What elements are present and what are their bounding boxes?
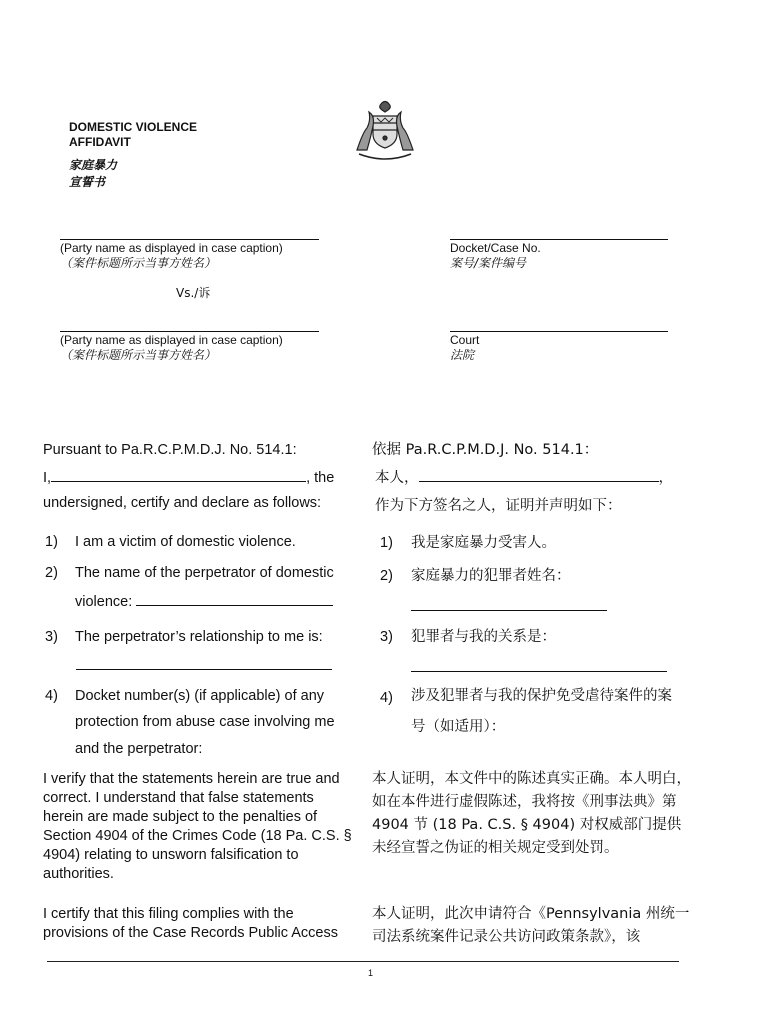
court-line[interactable] (450, 317, 668, 332)
title-english (69, 120, 197, 150)
docket-label-en: Docket/Case No. (450, 241, 541, 255)
item2-line2-en (75, 591, 333, 612)
certification-zh: 本人证明，此次申请符合《Pennsylvania 州统一司法系统案件记录公共访问政策条款》，该 (372, 906, 690, 945)
relationship-blank-en[interactable] (76, 655, 332, 670)
title-en-line1: DOMESTIC VIOLENCE (69, 120, 198, 134)
perpetrator-name-blank-zh[interactable] (411, 596, 607, 611)
item1-text-en: I am a victim of domestic violence. (75, 534, 296, 550)
item4-line2-en: protection from abuse case involving me (75, 714, 335, 730)
pursuant-en: Pursuant to Pa.R.C.P.M.D.J. No. 514.1: (43, 442, 297, 458)
court-label-zh: 法院 (450, 348, 475, 362)
party1-name-line[interactable] (60, 225, 319, 240)
declarant-name-blank-zh[interactable] (419, 467, 659, 482)
item4-line3-en: and the perpetrator: (75, 741, 203, 757)
item1-num-en: 1) (45, 534, 58, 550)
docket-label-zh: 案号/案件编号 (450, 256, 527, 270)
pursuant-zh: 依据 Pa.R.C.P.M.D.J. No. 514.1： (372, 442, 599, 458)
item3-num-en: 3) (45, 629, 58, 645)
title-zh-line1: 家庭暴力 (69, 158, 118, 172)
title-en-line2: AFFIDAVIT (69, 135, 131, 149)
declarant-prefix-en: I, (43, 470, 52, 486)
item3-num-zh: 3) (380, 629, 393, 645)
item2-num-zh: 2) (380, 568, 393, 584)
party1-label-zh: （案件标题所示当事方姓名） (60, 256, 217, 270)
verification-en: I verify that the statements herein are true and correct. I understand that false statements herein are made subject to the penalties of Section 4904 of the Crimes Code (18 Pa. C.S. § 4904) relating to unsworn falsification to authorities. (43, 771, 352, 882)
item4-num-zh: 4) (380, 690, 393, 706)
versus-label: Vs./诉 (176, 286, 211, 300)
item3-text-zh: 犯罪者与我的关系是： (411, 629, 556, 645)
declarant-prefix-zh: 本人， (375, 470, 419, 486)
title-chinese (69, 157, 117, 191)
relationship-blank-zh[interactable] (411, 657, 667, 672)
item2-num-en: 2) (45, 565, 58, 581)
court-label-en: Court (450, 333, 480, 347)
item3-text-en: The perpetrator’s relationship to me is: (75, 629, 323, 645)
declarant-suffix-zh: ， (658, 470, 673, 486)
undersigned-en: undersigned, certify and declare as follows: (43, 495, 322, 511)
item2-violence-label-en: violence: (75, 594, 133, 610)
party2-label-zh: （案件标题所示当事方姓名） (60, 348, 217, 362)
verification-zh: 本人证明，本文件中的陈述真实正确。本人明白，如在本件进行虚假陈述，我将按《刑事法典》第 4904 节 (18 Pa. C.S. § 4904) 对权威部门提供未经宣誓之伪证的相关规定受到处罚。 (372, 771, 691, 856)
party1-label-en: (Party name as displayed in case caption) (60, 241, 283, 255)
docket-number-line[interactable] (450, 225, 668, 240)
item1-text-zh: 我是家庭暴力受害人。 (411, 535, 556, 551)
party2-label-en: (Party name as displayed in case caption) (60, 333, 283, 347)
undersigned-zh: 作为下方签名之人，证明并声明如下： (375, 498, 622, 514)
page-number: 1 (368, 968, 374, 978)
declarant-suffix-en: , the (306, 470, 335, 486)
item1-num-zh: 1) (380, 535, 393, 551)
declarant-line-zh (375, 467, 673, 488)
party2-name-line[interactable] (60, 317, 319, 332)
item2-text-zh: 家庭暴力的犯罪者姓名： (411, 568, 571, 584)
item4-line1-en: Docket number(s) (if applicable) of any (75, 688, 325, 704)
declarant-line-en (43, 467, 334, 488)
item4-num-en: 4) (45, 688, 58, 704)
pennsylvania-coat-of-arms-icon (351, 98, 419, 162)
item4-line2-zh: 号（如适用）： (411, 719, 506, 735)
footer-divider (47, 961, 679, 962)
item2-text-en: The name of the perpetrator of domestic (75, 565, 334, 581)
certification-en: I certify that this filing complies with the provisions of the Case Records Public Access (43, 906, 338, 941)
declarant-name-blank-en[interactable] (51, 467, 306, 482)
perpetrator-name-blank-en[interactable] (136, 591, 333, 606)
item4-line1-zh: 涉及犯罪者与我的保护免受虐待案件的案 (411, 688, 672, 704)
title-zh-line2: 宣誓书 (69, 175, 106, 189)
